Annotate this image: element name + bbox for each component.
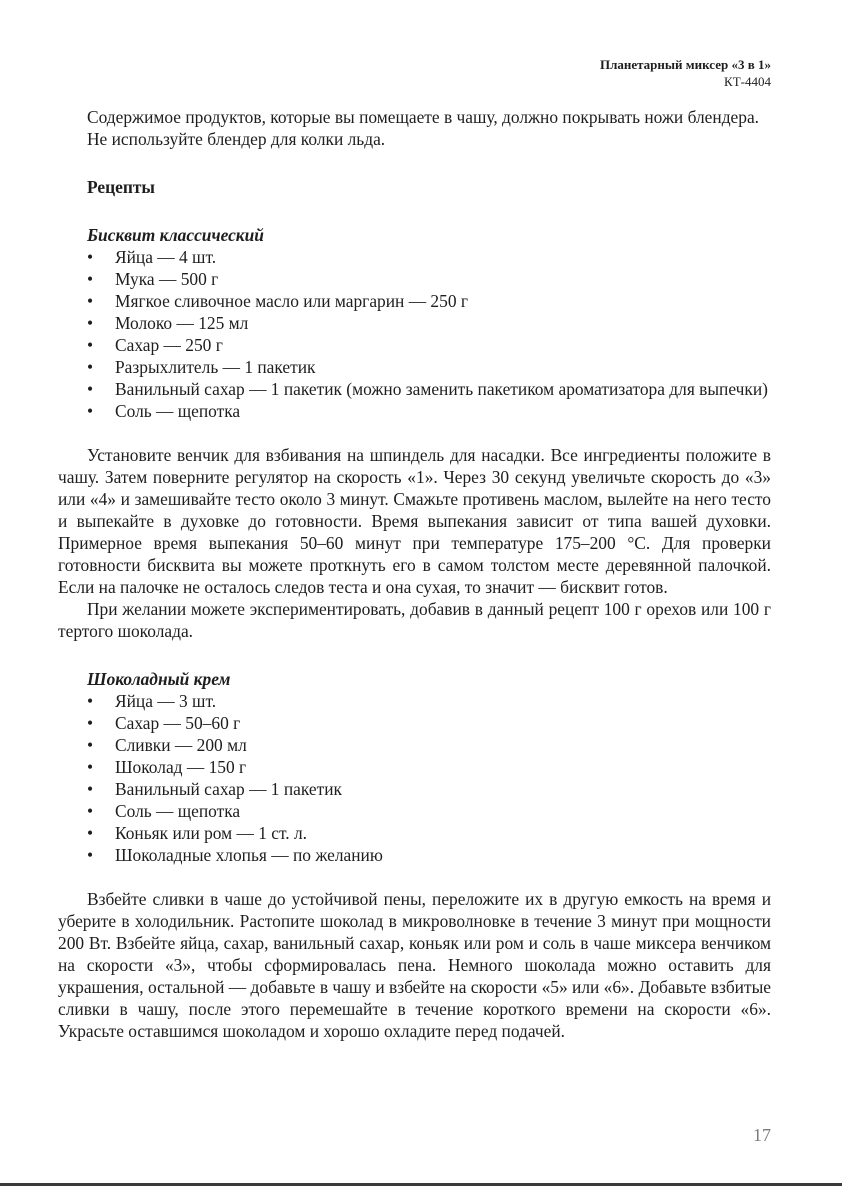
intro-paragraph: Не используйте блендер для колки льда. (87, 129, 386, 149)
recipe-instructions: При желании можете экспериментировать, добавив в данный рецепт 100 г орехов или 100 г тертого шоколада. (58, 599, 771, 641)
ingredient-item: • Мягкое сливочное масло или маргарин — 250 г (87, 291, 469, 311)
ingredient-item: • Сахар — 50–60 г (87, 713, 241, 733)
ingredient-list (58, 246, 771, 422)
recipe-instructions: Взбейте сливки в чаше до устойчивой пены, переложите их в другую емкость на время и уберите в холодильник. Растопите шоколад в микроволновке в течение 3 минут при мощности 200 Вт. Взбейте яйца, сахар, ванильный сахар, коньяк или ром и соль в чаше миксера венчиком на скорости «3», чтобы сформировалась пена. Немного шоколада можно оставить для украшения, остальной — добавьте в чашу и взбейте на скорости «5» или «6». Добавьте взбитые сливки в чашу, после этого перемешайте в течение короткого времени на скорости «6». Украсьте оставшимся шоколадом и хорошо охладите перед подачей. (58, 889, 771, 1041)
ingredient-item: • Коньяк или ром — 1 ст. л. (87, 823, 308, 843)
bullet-icon: • (87, 269, 94, 289)
bullet-icon: • (87, 845, 94, 865)
ingredient-item: • Мука — 500 г (87, 269, 219, 289)
bullet-icon: • (87, 357, 94, 377)
bullet-icon: • (87, 291, 94, 311)
ingredient-item: • Соль — щепотка (87, 801, 241, 821)
model-number: КТ-4404 (724, 74, 771, 89)
bullet-icon: • (87, 757, 94, 777)
recipe-sponge-cake (58, 224, 771, 642)
bullet-icon: • (87, 247, 94, 267)
bullet-icon: • (87, 823, 94, 843)
bullet-icon: • (87, 779, 94, 799)
recipe-instructions: Установите венчик для взбивания на шпиндель для насадки. Все ингредиенты положите в чашу. Затем поверните регулятор на скорость «1». Через 30 секунд увеличьте скорость до «3» или «4» и замешивайте тесто около 3 минут. Смажьте противень маслом, вылейте на него тесто и выпекайте в духовке до готовности. Время выпекания зависит от типа вашей духовки. Примерное время выпекания 50–60 минут при температуре 175–200 °С. Для проверки готовности бисквита вы можете проткнуть его в самом толстом месте деревянной палочкой. Если на палочке не осталось следов теста и она сухая, то значит — бисквит готов. (58, 445, 771, 597)
recipe-title: Шоколадный крем (87, 669, 231, 689)
ingredient-item: • Ванильный сахар — 1 пакетик (можно заменить пакетиком ароматизатора для выпечки) (87, 379, 768, 399)
running-header (600, 56, 771, 90)
page-number: 17 (753, 1125, 771, 1145)
ingredient-item: • Молоко — 125 мл (87, 313, 249, 333)
intro-paragraph: Содержимое продуктов, которые вы помещаете в чашу, должно покрывать ножи блендера. (87, 107, 760, 127)
ingredient-item: • Соль — щепотка (87, 401, 241, 421)
product-title: Планетарный миксер «3 в 1» (599, 57, 771, 72)
recipe-chocolate-cream (58, 668, 771, 1042)
section-heading: Рецепты (87, 177, 155, 197)
bullet-icon: • (87, 713, 94, 733)
ingredient-item: • Ванильный сахар — 1 пакетик (87, 779, 342, 799)
bullet-icon: • (87, 801, 94, 821)
ingredient-item: • Разрыхлитель — 1 пакетик (87, 357, 316, 377)
ingredient-item: • Яйца — 4 шт. (87, 247, 217, 267)
ingredient-item: • Шоколадные хлопья — по желанию (87, 845, 383, 865)
bullet-icon: • (87, 313, 94, 333)
ingredient-item: • Шоколад — 150 г (87, 757, 247, 777)
ingredient-item: • Яйца — 3 шт. (87, 691, 217, 711)
ingredient-list (58, 690, 771, 866)
ingredient-item: • Сливки — 200 мл (87, 735, 247, 755)
bullet-icon: • (87, 379, 94, 399)
bullet-icon: • (87, 335, 94, 355)
ingredient-item: • Сахар — 250 г (87, 335, 223, 355)
bullet-icon: • (87, 691, 94, 711)
recipe-title: Бисквит классический (87, 225, 264, 245)
bullet-icon: • (87, 401, 94, 421)
bullet-icon: • (87, 735, 94, 755)
page-content (58, 106, 771, 1042)
